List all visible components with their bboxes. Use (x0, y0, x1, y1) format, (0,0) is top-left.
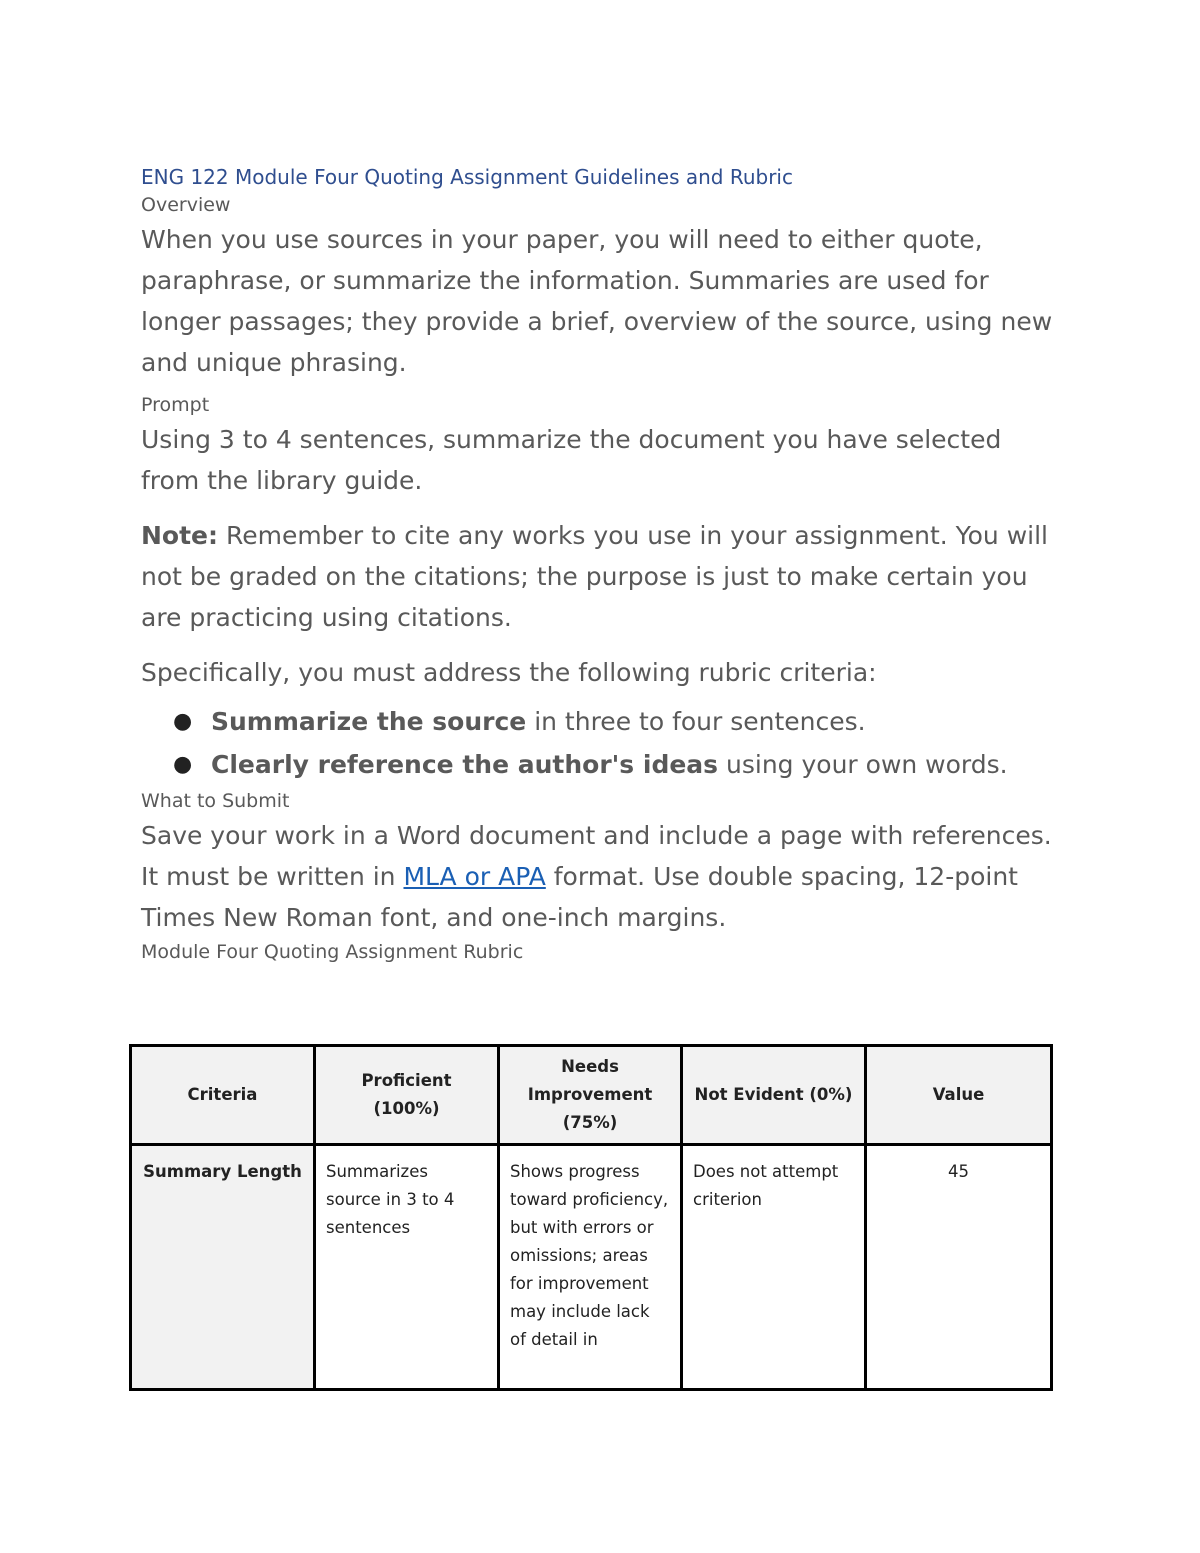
document-body (141, 163, 1061, 966)
cell-value: 45 (866, 1145, 1052, 1390)
criteria-item (141, 744, 1061, 785)
table-row (131, 1145, 1052, 1390)
cell-proficient: Summarizes source in 3 to 4 sentences (315, 1145, 499, 1390)
note-label: Note: (141, 521, 219, 550)
prompt-text: Using 3 to 4 sentences, summarize the document you have selected from the library guide. (141, 425, 1002, 495)
bullet-icon: ● (173, 752, 193, 777)
mla-apa-link[interactable]: MLA or APA (403, 862, 546, 891)
bullet-icon: ● (173, 709, 193, 734)
cell-criteria: Summary Length (131, 1145, 315, 1390)
rubric-heading: Module Four Quoting Assignment Rubric (141, 941, 524, 963)
header-value: Value (866, 1046, 1052, 1145)
overview-text: When you use sources in your paper, you will need to either quote, paraphrase, or summarize the information. Summaries are used for longer passages; they provide a brief, overview of the source, using new and unique phrasing. (141, 225, 1053, 377)
criteria-rest: in three to four sentences. (526, 707, 866, 736)
header-not-evident: Not Evident (0%) (682, 1046, 866, 1145)
note-paragraph (141, 515, 1061, 638)
submit-text (141, 815, 1061, 938)
overview-heading: Overview (141, 194, 231, 216)
criteria-item (141, 701, 1061, 742)
submit-heading: What to Submit (141, 790, 290, 812)
submit-text-after: format. Use double spacing, 12-point Times New Roman font, and one-inch margins. (141, 862, 1018, 932)
table-header-row (131, 1046, 1052, 1145)
note-text: Remember to cite any works you use in your assignment. You will not be graded on the citations; the purpose is just to make certain you are practicing using citations. (141, 521, 1048, 632)
document-title: ENG 122 Module Four Quoting Assignment Guidelines and Rubric (141, 165, 793, 189)
submit-text-before: Save your work in a Word document and include a page with references. It must be written in (141, 821, 1052, 891)
prompt-heading: Prompt (141, 394, 210, 416)
cell-not-evident: Does not attempt criterion (682, 1145, 866, 1390)
header-needs-improvement: Needs Improvement (75%) (499, 1046, 682, 1145)
header-criteria: Criteria (131, 1046, 315, 1145)
rubric-table (129, 1044, 1053, 1391)
criteria-bold: Clearly reference the author's ideas (211, 750, 719, 779)
header-proficient: Proficient (100%) (315, 1046, 499, 1145)
criteria-rest: using your own words. (718, 750, 1008, 779)
cell-needs-improvement: Shows progress toward proficiency, but with errors or omissions; areas for improvement may include lack of detail in (499, 1145, 682, 1390)
criteria-bold: Summarize the source (211, 707, 527, 736)
specifically-text: Specifically, you must address the following rubric criteria: (141, 658, 877, 687)
criteria-list (141, 701, 1061, 785)
